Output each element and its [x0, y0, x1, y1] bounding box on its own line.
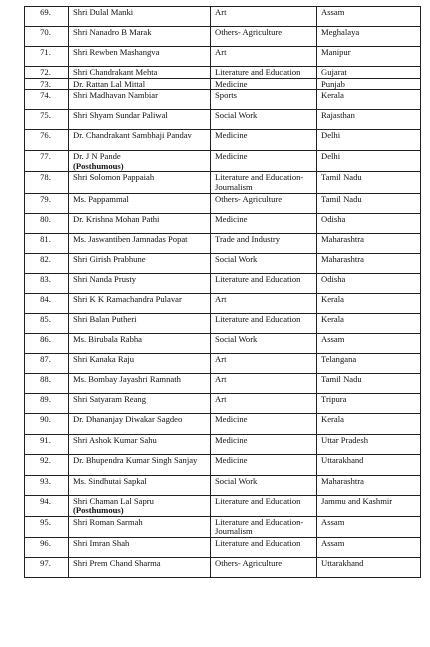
row-number: 71. — [25, 47, 69, 67]
awardee-state: Assam — [317, 537, 421, 557]
awardee-state: Rajasthan — [317, 110, 421, 130]
award-field: Others- Agriculture — [211, 557, 317, 577]
awardee-name: Ms. Sindhutai Sapkal — [69, 475, 211, 495]
award-field: Medicine — [211, 78, 317, 90]
award-field: Medicine — [211, 413, 317, 434]
awardee-state: Odisha — [317, 213, 421, 233]
awardee-name: Shri Shyam Sundar Paliwal — [69, 110, 211, 130]
awardee-name: Shri Roman Sarmah — [69, 516, 211, 537]
row-number: 85. — [25, 313, 69, 333]
table-row — [25, 434, 421, 454]
row-number: 92. — [25, 454, 69, 475]
row-number: 96. — [25, 537, 69, 557]
row-number: 82. — [25, 253, 69, 273]
awardee-name: Shri Nanadro B Marak — [69, 27, 211, 47]
row-number: 86. — [25, 333, 69, 353]
awardee-name: Shri Nanda Prusty — [69, 273, 211, 293]
awardee-state: Assam — [317, 7, 421, 27]
table-row — [25, 253, 421, 273]
awardee-name: Shri Prem Chand Sharma — [69, 557, 211, 577]
awardee-name: Shri Ashok Kumar Sahu — [69, 434, 211, 454]
awardee-state: Manipur — [317, 47, 421, 67]
award-field: Art — [211, 7, 317, 27]
table-row — [25, 47, 421, 67]
award-field: Social Work — [211, 333, 317, 353]
award-field: Others- Agriculture — [211, 27, 317, 47]
awardee-name: Shri Girish Prabhune — [69, 253, 211, 273]
row-number: 97. — [25, 557, 69, 577]
table-row — [25, 373, 421, 393]
table-row — [25, 78, 421, 90]
awardee-name: Shri Balan Putheri — [69, 313, 211, 333]
row-number: 91. — [25, 434, 69, 454]
row-number: 69. — [25, 7, 69, 27]
awardee-name: Shri Satyaram Reang — [69, 393, 211, 413]
award-field: Art — [211, 373, 317, 393]
awardee-name: Shri Madhavan Nambiar — [69, 90, 211, 110]
award-field: Art — [211, 393, 317, 413]
awardee-state: Uttar Pradesh — [317, 434, 421, 454]
table-row — [25, 475, 421, 495]
table-row — [25, 213, 421, 233]
table-row — [25, 454, 421, 475]
awardees-table — [24, 6, 421, 578]
row-number: 84. — [25, 293, 69, 313]
award-field: Sports — [211, 90, 317, 110]
awardee-name: Dr. Rattan Lal Mittal — [69, 78, 211, 90]
table-row — [25, 537, 421, 557]
awardee-state: Kerala — [317, 90, 421, 110]
awardee-cell — [69, 495, 211, 516]
awardee-name: Shri Chandrakant Mehta — [69, 67, 211, 79]
awardee-state: Odisha — [317, 273, 421, 293]
table-row — [25, 193, 421, 213]
table-row — [25, 353, 421, 373]
awardee-state: Tripura — [317, 393, 421, 413]
row-number: 87. — [25, 353, 69, 373]
row-number: 83. — [25, 273, 69, 293]
row-number: 72. — [25, 67, 69, 79]
posthumous-note: (Posthumous) — [73, 505, 124, 516]
awardee-state: Uttarakhand — [317, 454, 421, 475]
row-number: 93. — [25, 475, 69, 495]
posthumous-note: (Posthumous) — [73, 160, 124, 171]
table-row — [25, 293, 421, 313]
award-field: Medicine — [211, 130, 317, 151]
award-field: Medicine — [211, 454, 317, 475]
table-row — [25, 151, 421, 172]
table-row — [25, 130, 421, 151]
awardee-state: Punjab — [317, 78, 421, 90]
award-field: Social Work — [211, 253, 317, 273]
awardee-name: Dr. Bhupendra Kumar Singh Sanjay — [69, 454, 211, 475]
award-field: Medicine — [211, 213, 317, 233]
awardee-name: Shri Chaman Lal Sapru — [73, 495, 154, 506]
awardee-state: Kerala — [317, 313, 421, 333]
table-row — [25, 7, 421, 27]
awardee-name: Dr. Dhananjay Diwakar Sagdeo — [69, 413, 211, 434]
awardee-state: Delhi — [317, 151, 421, 172]
awardee-state: Gujarat — [317, 67, 421, 79]
table-row — [25, 172, 421, 193]
table-row — [25, 67, 421, 79]
awardee-name: Dr. Chandrakant Sambhaji Pandav — [69, 130, 211, 151]
row-number: 70. — [25, 27, 69, 47]
award-field: Literature and Education- Journalism — [211, 172, 317, 193]
award-field: Medicine — [211, 151, 317, 172]
awardee-state: Tamil Nadu — [317, 193, 421, 213]
awardee-state: Telangana — [317, 353, 421, 373]
table-row — [25, 27, 421, 47]
award-field: Trade and Industry — [211, 233, 317, 253]
table-row — [25, 495, 421, 516]
awardee-state: Maharashtra — [317, 253, 421, 273]
awardee-name: Shri K K Ramachandra Pulavar — [69, 293, 211, 313]
table-row — [25, 393, 421, 413]
awardee-state: Tamil Nadu — [317, 172, 421, 193]
row-number: 88. — [25, 373, 69, 393]
table-row — [25, 516, 421, 537]
awardee-name: Shri Kanaka Raju — [69, 353, 211, 373]
awardee-state: Maharashtra — [317, 233, 421, 253]
awardee-state: Uttarakhand — [317, 557, 421, 577]
award-field: Literature and Education — [211, 537, 317, 557]
table-row — [25, 413, 421, 434]
award-field: Art — [211, 293, 317, 313]
awardee-state: Jammu and Kashmir — [317, 495, 421, 516]
row-number: 79. — [25, 193, 69, 213]
award-field: Literature and Education — [211, 273, 317, 293]
award-field: Literature and Education — [211, 67, 317, 79]
awardee-state: Assam — [317, 516, 421, 537]
awardee-state: Tamil Nadu — [317, 373, 421, 393]
awardee-state: Kerala — [317, 293, 421, 313]
row-number: 73. — [25, 78, 69, 90]
awardee-state: Kerala — [317, 413, 421, 434]
awardee-name: Shri Dulal Manki — [69, 7, 211, 27]
awardee-cell — [69, 151, 211, 172]
table-row — [25, 557, 421, 577]
awardee-name: Dr. J N Pande — [73, 151, 121, 162]
awardee-name: Shri Solomon Pappaiah — [69, 172, 211, 193]
award-field: Social Work — [211, 110, 317, 130]
award-field: Medicine — [211, 434, 317, 454]
row-number: 81. — [25, 233, 69, 253]
table-row — [25, 333, 421, 353]
awardee-state: Assam — [317, 333, 421, 353]
awardee-name: Dr. Krishna Mohan Pathi — [69, 213, 211, 233]
awardee-name: Ms. Pappammal — [69, 193, 211, 213]
awardee-state: Maharashtra — [317, 475, 421, 495]
row-number: 78. — [25, 172, 69, 193]
row-number: 90. — [25, 413, 69, 434]
document-page — [24, 6, 420, 578]
award-field: Literature and Education — [211, 495, 317, 516]
awardee-name: Ms. Birubala Rabha — [69, 333, 211, 353]
row-number: 76. — [25, 130, 69, 151]
award-field: Art — [211, 47, 317, 67]
table-row — [25, 273, 421, 293]
table-row — [25, 233, 421, 253]
award-field: Art — [211, 353, 317, 373]
table-row — [25, 313, 421, 333]
awardee-name: Ms. Bombay Jayashri Ramnath — [69, 373, 211, 393]
row-number: 75. — [25, 110, 69, 130]
table-row — [25, 90, 421, 110]
award-field: Others- Agriculture — [211, 193, 317, 213]
award-field: Social Work — [211, 475, 317, 495]
row-number: 77. — [25, 151, 69, 172]
award-field: Literature and Education- Journalism — [211, 516, 317, 537]
row-number: 89. — [25, 393, 69, 413]
award-field: Literature and Education — [211, 313, 317, 333]
row-number: 80. — [25, 213, 69, 233]
row-number: 74. — [25, 90, 69, 110]
row-number: 95. — [25, 516, 69, 537]
awardee-name: Shri Rewben Mashangva — [69, 47, 211, 67]
table-row — [25, 110, 421, 130]
awardee-name: Shri Imran Shah — [69, 537, 211, 557]
awardee-state: Delhi — [317, 130, 421, 151]
awardee-state: Meghalaya — [317, 27, 421, 47]
row-number: 94. — [25, 495, 69, 516]
awardee-name: Ms. Jaswantiben Jamnadas Popat — [69, 233, 211, 253]
